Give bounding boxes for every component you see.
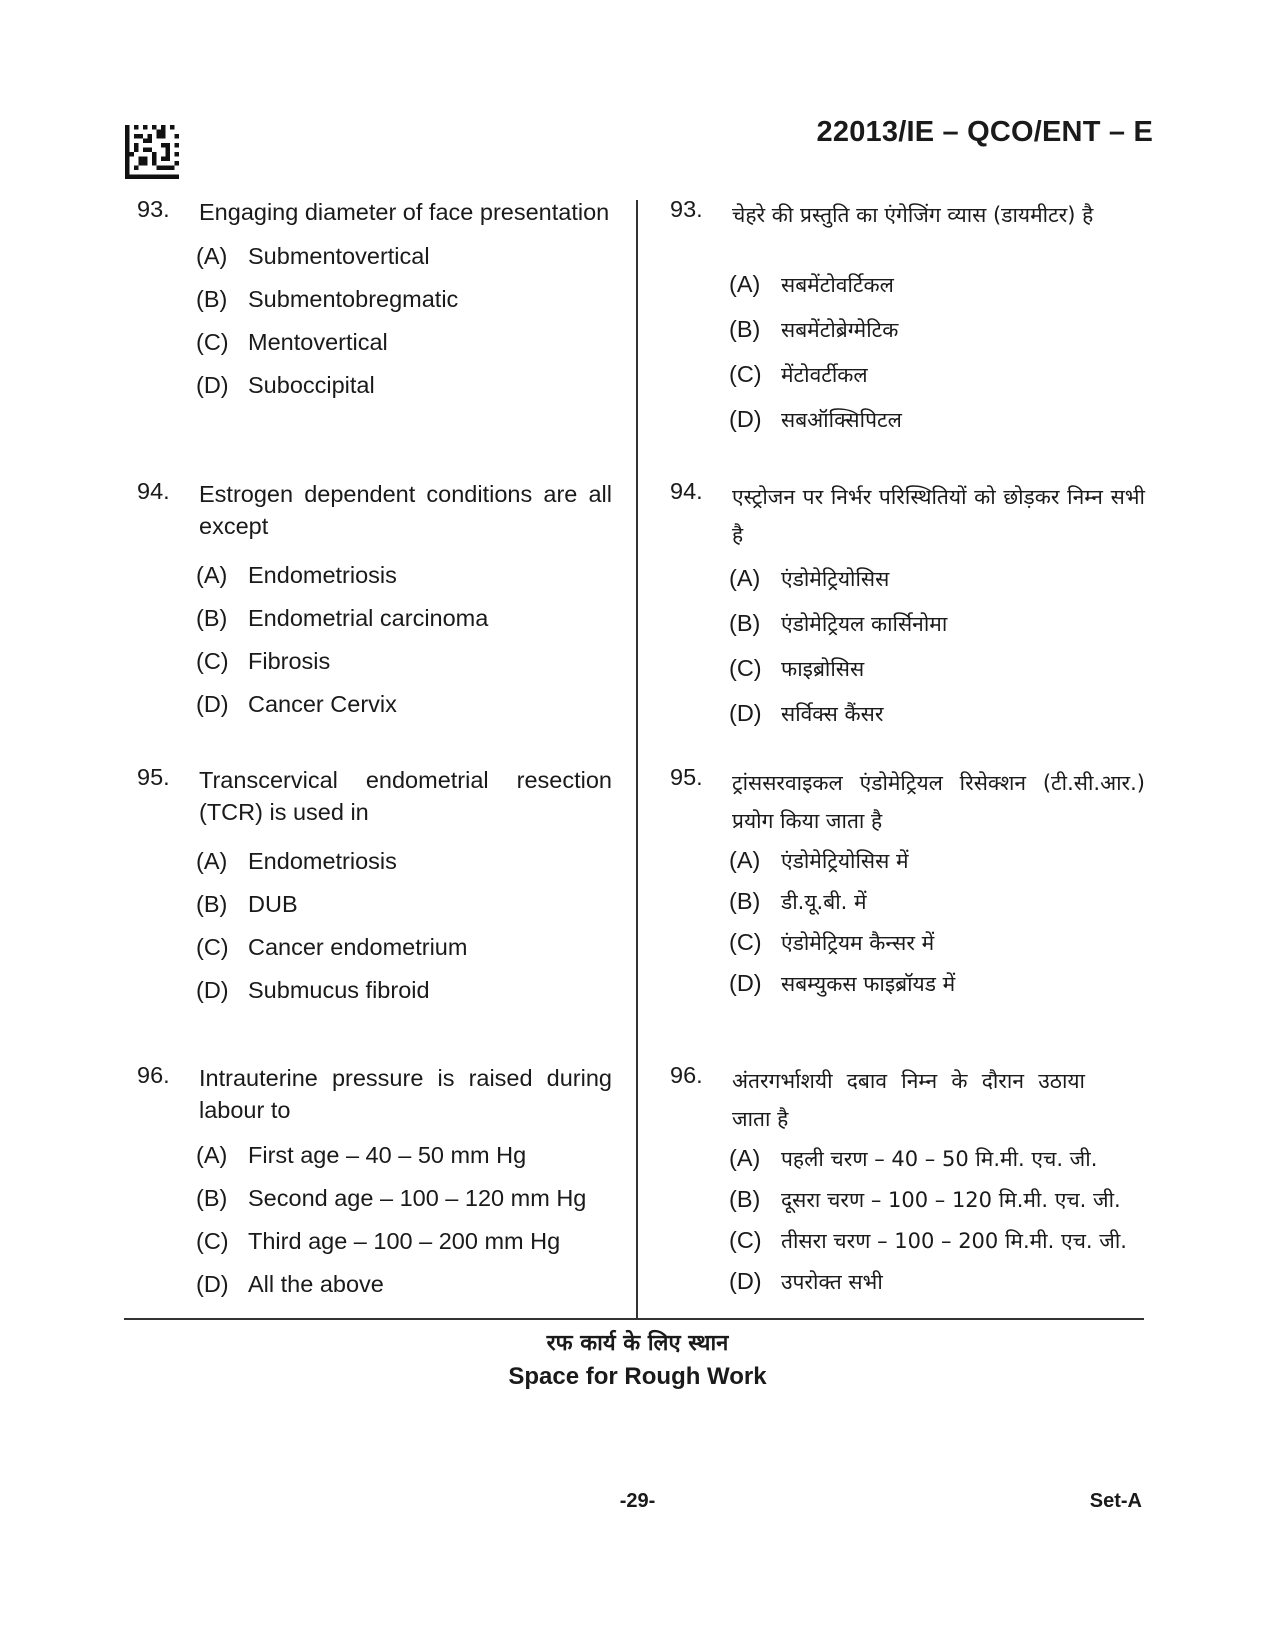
option-a: (A) Endometriosis: [196, 562, 397, 588]
question-number: 96.: [670, 1062, 703, 1088]
question-95-en: [137, 764, 612, 1012]
option-c: (C) Cancer endometrium: [196, 934, 468, 960]
option-c: (C) मेंटोवर्टीकल: [729, 361, 868, 387]
option-d: (D) Cancer Cervix: [196, 691, 397, 717]
question-number: 93.: [670, 196, 703, 222]
column-divider: [636, 200, 638, 1318]
question-96-hi: [670, 1062, 1145, 1302]
option-a: (A) First age – 40 – 50 mm Hg: [196, 1142, 527, 1168]
rough-work-label: Space for Rough Work: [508, 1363, 767, 1390]
question-text: अंतरगर्भाशयी दबाव निम्न के दौरान उठाया जाता है: [732, 1069, 1085, 1131]
question-text: एस्ट्रोजन पर निर्भर परिस्थितियों को छोड़कर निम्न सभी है: [732, 485, 1145, 547]
rough-work-divider: [124, 1318, 1144, 1320]
option-b: (B) Endometrial carcinoma: [196, 605, 489, 631]
option-b: (B) एंडोमेट्रियल कार्सिनोमा: [729, 610, 948, 636]
option-a: (A) एंडोमेट्रियोसिस: [729, 565, 890, 591]
option-b: (B) डी.यू.बी. में: [729, 888, 867, 914]
option-d: (D) Submucus fibroid: [196, 977, 430, 1003]
option-a: (A) सबमेंटोवर्टिकल: [729, 271, 894, 297]
option-c: (C) Mentovertical: [196, 329, 388, 355]
question-text: Intrauterine pressure is raised during labour to: [199, 1065, 612, 1123]
option-d: (D) सर्विक्स कैंसर: [729, 700, 884, 726]
question-text: Engaging diameter of face presentation: [199, 199, 610, 225]
option-c: (C) फाइब्रोसिस: [729, 655, 865, 681]
question-number: 94.: [137, 478, 170, 504]
question-number: 96.: [137, 1062, 170, 1088]
option-b: (B) Submentobregmatic: [196, 286, 459, 312]
option-d: (D) सबम्युकस फाइब्रॉयड में: [729, 970, 956, 996]
question-text: चेहरे की प्रस्तुति का एंगेजिंग व्यास (डायमीटर) है: [732, 203, 1094, 227]
option-a: (A) एंडोमेट्रियोसिस में: [729, 847, 909, 873]
rough-work-label-hindi: रफ कार्य के लिए स्थान: [546, 1331, 729, 1356]
option-b: (B) सबमेंटोब्रेग्मेटिक: [729, 316, 899, 342]
question-text: ट्रांससरवाइकल एंडोमेट्रियल रिसेक्शन (टी.सी.आर.) प्रयोग किया जाता है: [732, 771, 1145, 833]
qr-code: [125, 125, 179, 179]
question-93-hi: [670, 196, 1145, 442]
question-text: Estrogen dependent conditions are all except: [199, 481, 612, 539]
option-c: (C) Fibrosis: [196, 648, 331, 674]
option-c: (C) Third age – 100 – 200 mm Hg: [196, 1228, 561, 1254]
question-96-en: [137, 1062, 612, 1306]
question-94-hi: [670, 478, 1145, 736]
option-d: (D) सबऑक्सिपिटल: [729, 406, 902, 432]
question-number: 94.: [670, 478, 703, 504]
option-b: (B) Second age – 100 – 120 mm Hg: [196, 1185, 587, 1211]
option-b: (B) DUB: [196, 891, 298, 917]
option-d: (D) Suboccipital: [196, 372, 375, 398]
option-d: (D) All the above: [196, 1271, 384, 1297]
option-c: (C) एंडोमेट्रियम कैन्सर में: [729, 929, 935, 955]
question-text: Transcervical endometrial resection (TCR) is used in: [199, 767, 612, 825]
option-b: (B) दूसरा चरण – 100 – 120 मि.मी. एच. जी.: [729, 1186, 1121, 1212]
option-a: (A) Endometriosis: [196, 848, 397, 874]
question-94-en: [137, 478, 612, 726]
set-label: Set-A: [1089, 1490, 1142, 1512]
option-d: (D) उपरोक्त सभी: [729, 1268, 883, 1294]
question-number: 95.: [137, 764, 170, 790]
question-95-hi: [670, 764, 1145, 1004]
option-c: (C) तीसरा चरण – 100 – 200 मि.मी. एच. जी.: [729, 1227, 1127, 1253]
paper-code: 22013/IE – QCO/ENT – E: [816, 116, 1153, 148]
question-number: 95.: [670, 764, 703, 790]
page-number: -29-: [619, 1490, 656, 1512]
question-number: 93.: [137, 196, 170, 222]
question-93-en: [137, 196, 612, 407]
option-a: (A) Submentovertical: [196, 243, 430, 269]
option-a: (A) पहली चरण – 40 – 50 मि.मी. एच. जी.: [729, 1145, 1098, 1171]
